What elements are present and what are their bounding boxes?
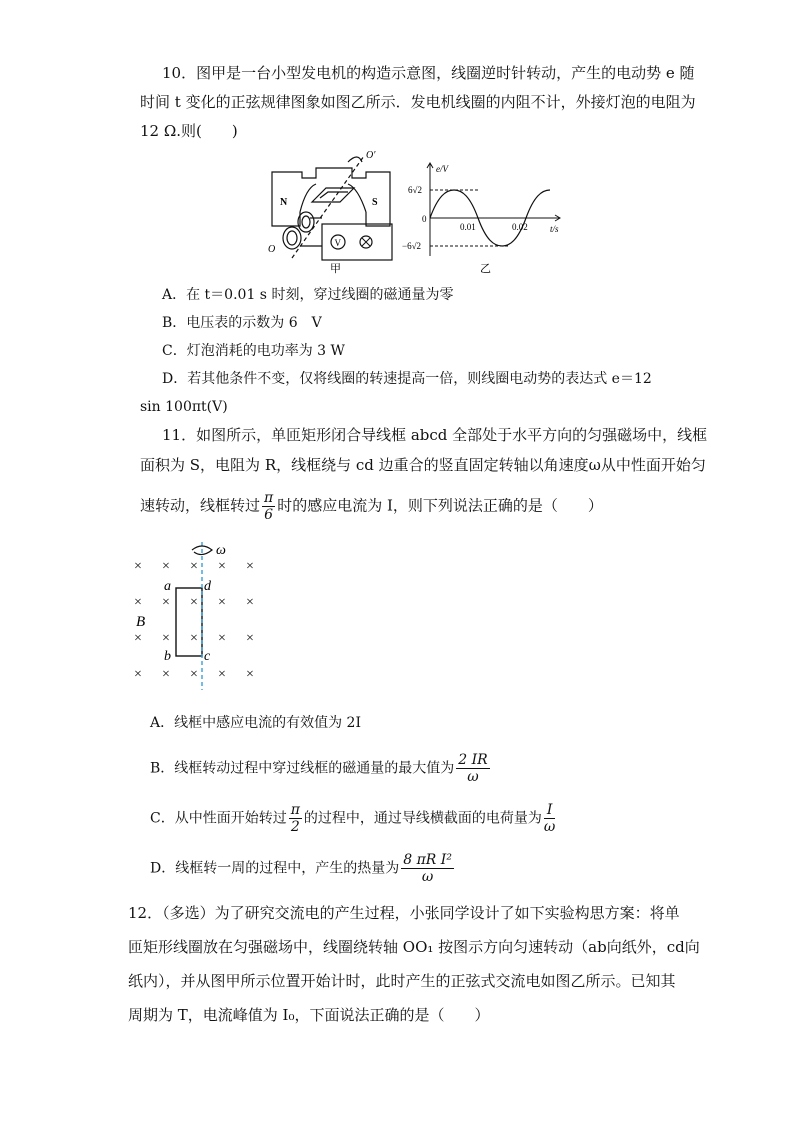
svg-text:×: ×	[162, 559, 170, 574]
q10-option-d-line-1[interactable]: D．若其他条件不变，仅将线圈的转速提高一倍，则线圈电动势的表达式 e＝12	[162, 371, 652, 387]
q11-option-b-text: B．线框转动过程中穿过线框的磁通量的最大值为	[150, 760, 455, 777]
vertex-b-label: b	[164, 649, 171, 664]
y-min-label: −6√2	[402, 241, 422, 251]
q10-line-3: 12 Ω.则( )	[140, 122, 238, 140]
origin-label: 0	[422, 214, 427, 224]
fraction-numerator: 8 πR I²	[403, 852, 452, 868]
y-axis-label: e/V	[436, 164, 448, 174]
voltmeter-label: V	[334, 238, 341, 248]
x-tick-001: 0.01	[460, 222, 476, 232]
svg-text:×: ×	[246, 595, 254, 610]
svg-text:×: ×	[190, 667, 198, 682]
q10-option-b[interactable]: B．电压表的示数为 6 V	[162, 315, 322, 331]
axis-o-label: O	[268, 244, 276, 255]
omega-label: ω	[216, 543, 226, 558]
svg-text:×: ×	[218, 595, 226, 610]
svg-text:×: ×	[134, 595, 142, 610]
svg-text:×: ×	[218, 631, 226, 646]
x-tick-002: 0.02	[512, 222, 528, 232]
x-axis-label: t/s	[550, 224, 559, 234]
q11-c-fraction-2	[544, 802, 555, 835]
svg-text:×: ×	[246, 667, 254, 682]
fraction-numerator: π	[264, 490, 274, 506]
svg-text:×: ×	[190, 631, 198, 646]
magnetic-field-crosses	[134, 559, 254, 682]
fraction-denominator: ω	[467, 769, 479, 785]
q11-d-fraction	[401, 852, 454, 885]
q10-option-a[interactable]: A．在 t＝0.01 s 时刻，穿过线圈的磁通量为零	[162, 287, 454, 303]
q11-line-1: 11．如图所示，单匝矩形闭合导线框 abcd 全部处于水平方向的匀强磁场中，线框	[162, 426, 708, 444]
y-max-label: 6√2	[408, 185, 422, 195]
svg-text:×: ×	[134, 559, 142, 574]
fraction-denominator: 6	[264, 507, 274, 523]
svg-text:×: ×	[134, 631, 142, 646]
q11-c-fraction-1	[289, 802, 302, 835]
svg-text:×: ×	[162, 631, 170, 646]
q11-line-3	[140, 490, 603, 523]
emf-sine-graph	[400, 160, 568, 276]
q11-option-c-text-mid: 的过程中，通过导线横截面的电荷量为	[303, 810, 542, 827]
q11-option-c[interactable]	[150, 802, 557, 835]
q11-line-2: 面积为 S，电阻为 R，线框绕与 cd 边重合的竖直固定转轴以角速度ω从中性面开始匀	[140, 456, 706, 474]
field-b-label: B	[136, 614, 146, 630]
vertex-c-label: c	[204, 649, 211, 664]
figure-yi-caption: 乙	[480, 263, 491, 275]
svg-text:×: ×	[162, 667, 170, 682]
q11-option-d-text: D．线框转一周的过程中，产生的热量为	[150, 860, 400, 877]
magnet-n-label: N	[280, 197, 288, 208]
svg-text:×: ×	[218, 559, 226, 574]
fraction-numerator: π	[290, 802, 300, 818]
q11-option-d[interactable]	[150, 852, 456, 885]
loop-in-field-diagram	[128, 540, 268, 692]
q10-option-c[interactable]: C．灯泡消耗的电功率为 3 W	[162, 343, 345, 359]
q12-line-3: 纸内），并从图甲所示位置开始计时，此时产生的正弦式交流电如图乙所示。已知其	[128, 972, 676, 990]
figure-jia-caption: 甲	[330, 263, 341, 275]
vertex-d-label: d	[204, 579, 211, 594]
rectangular-loop	[176, 588, 202, 656]
q12-line-1: 12．（多选）为了研究交流电的产生过程，小张同学设计了如下实验构思方案：将单	[128, 904, 680, 922]
pi-over-6-fraction	[262, 490, 275, 523]
q10-option-d-line-2: sin 100πt(V)	[140, 399, 228, 415]
vertex-a-label: a	[164, 579, 171, 594]
magnet-s-label: S	[372, 197, 378, 208]
fraction-denominator: 2	[290, 819, 300, 835]
svg-text:×: ×	[246, 631, 254, 646]
q11-option-c-text-pre: C．从中性面开始转过	[150, 810, 287, 827]
svg-text:×: ×	[246, 559, 254, 574]
generator-diagram	[262, 148, 402, 276]
svg-text:×: ×	[190, 595, 198, 610]
q11-option-b[interactable]	[150, 752, 492, 785]
fraction-denominator: ω	[421, 869, 434, 885]
svg-text:×: ×	[190, 559, 198, 574]
q11-option-a[interactable]: A．线框中感应电流的有效值为 2I	[150, 715, 361, 731]
axis-o-prime-label: O′	[366, 150, 376, 161]
svg-text:×: ×	[134, 667, 142, 682]
q10-line-2: 时间 t 变化的正弦规律图象如图乙所示．发电机线圈的内阻不计，外接灯泡的电阻为	[140, 93, 696, 111]
svg-text:×: ×	[218, 667, 226, 682]
q11-line-3-pre: 速转动，线框转过	[140, 496, 261, 515]
q11-b-fraction	[456, 752, 489, 785]
fraction-denominator: ω	[543, 819, 556, 835]
svg-text:×: ×	[162, 595, 170, 610]
q12-line-4: 周期为 T，电流峰值为 I₀，下面说法正确的是（ ）	[128, 1006, 490, 1024]
fraction-numerator: 2 IR	[458, 752, 488, 768]
q10-line-1: 10．图甲是一台小型发电机的构造示意图，线圈逆时针转动，产生的电动势 e 随	[162, 64, 695, 82]
q12-line-2: 匝矩形线圈放在匀强磁场中，线圈绕转轴 OO₁ 按图示方向匀速转动（ab向纸外，cd向	[128, 938, 700, 956]
fraction-numerator: I	[544, 802, 555, 819]
q11-line-3-post: 时的感应电流为 I，则下列说法正确的是（ ）	[277, 496, 603, 515]
